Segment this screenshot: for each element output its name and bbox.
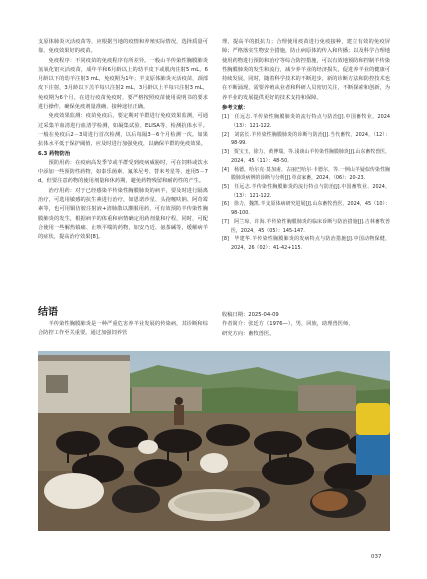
goat-herd-illustration — [38, 351, 390, 531]
conclusion-title: 结语 — [38, 307, 58, 318]
left-column — [38, 38, 208, 243]
reference-item: [6] 徐力，魏凯.羊支原体病研究进展[J].山东畜牧兽医，2024，45（10）：98-100. — [222, 201, 390, 217]
paragraph: 理，提高羊的抵抗力；合理使用疫苗进行免疫接种，建立有效的免疫屏障；严格落实生物安全措施，防止病原体的传入和传播；以及科学合理地使用药物进行预防和治疗等综合防控措施，可以有效地预防和控制羊传染性胸膜肺炎的发生和流行，减少养羊业的经济损失，促进养羊业的健康可持续发展。同时，随着科学技术的不断进步，新的诊断方法和防控技术也在不断涌现，需要养殖从业者和科研人员密切关注，不断探索和创新，为养羊业的发展提供更好的技术支持和保障。 — [222, 39, 390, 101]
paragraph: 免疫效果监测：疫苗免疫后，要定期对羊群进行免疫效果监测，可通过采集羊血清进行血清学检测，如凝集试验、ELISA等，检测抗体水平。一般在免疫后2－3周进行首次检测，以后每隔3－6个月检测一次。如果抗体水平低于保护阈值，应及时进行加强免疫，以确保羊群的免疫效果。 — [38, 113, 208, 148]
paragraph: 羊传染性胸膜肺炎是一种严重危害养羊业发展的传染病，其诊断和综合防控工作至关重要。通过加强饲养管 — [38, 321, 208, 337]
reference-item: [8] 毕建华.羊传染性胸膜肺炎的发病特点与防治措施[J].中国动物保健，2024，26（02）：41-42+115. — [222, 236, 390, 251]
reference-item: [7] 阿兰琼，许海.羊传染性胸膜肺炎的临床诊断与防治措施[J].吉林畜牧兽医，2024，45（05）：145-147. — [222, 218, 390, 234]
conclusion-body — [38, 320, 208, 339]
article-meta — [222, 311, 390, 339]
paragraph: 预防用药：在疫病高发季节或羊群受到疫病威胁时，可在饲料或饮水中添加一些预防性药物，如泰乐菌素、氟苯尼考、替米考星等，连用5－7 d。但要注意药物的使用剂量和休药期，避免药物残留和耐药性的产生。 — [38, 159, 208, 185]
reference-item: [4] 杨德，哈尔克·莫加甫，古丽巴哈尔·卡德尔，等.一例山羊疑似传染性胸膜肺炎病例的诊断与分析[J].草食家畜，2024，（06）：20-23. — [222, 166, 390, 182]
paragraph: 支原体肺炎灭活疫苗等，应根据当地的疫情和养殖实际情况，选择质量可靠、免疫效果好的疫苗。 — [38, 39, 208, 55]
reference-item: [2] 刘富长.羊传染性胸膜肺炎的诊断与防治[J].当代畜牧，2024，（12）：98-99. — [222, 131, 390, 147]
reference-item: [3] 贾宝玉，徐力，黄博瑞，等.浅谈山羊传染性胸膜肺炎[J].山东畜牧兽医，2024，45（11）：48-50. — [222, 149, 390, 164]
page-number: 037 — [371, 554, 382, 560]
received-date: 收稿日期：2025-04-09 — [222, 312, 279, 318]
goat-herd-photo — [38, 351, 390, 531]
subsection-heading: 6.3 药物防治 — [38, 150, 71, 157]
paragraph: 免疫程序：不同疫苗的免疫程序有所差异。一般山羊传染性胸膜肺炎氢氧化铝灭活疫苗，成年羊和6月龄以上的幼羊皮下或肌肉注射5 mL，6月龄以下的幼羊注射3 mL，免疫期为1年；羊支原体肺炎灭活疫苗，颈部皮下注射，3月龄以下羔羊每只注射2 mL，3月龄以上羊每只注射3 mL，免疫期为6个月。在进行疫苗免疫时，要严格按照疫苗使用说明书的要求进行操作，确保免疫剂量准确、接种途径正确。 — [38, 57, 208, 111]
paragraph: 治疗用药：对于已经感染羊传染性胸膜肺炎的病羊，要及时进行隔离治疗，可选用敏感的抗生素进行治疗，如恩诺沙星、头孢噻呋钠、阿奇霉素等，也可用铜仿胺注射液+清肺散以灌服用药，可有效预防羊传染性胸膜肺炎的发生，根据病羊的体重和病情确定用药剂量和疗程，同时，可配合使用一些解热镇痛、止咳平喘的药物，如安乃近、氨茶碱等，缓解病羊的症状，提高治疗效果[8]。 — [38, 187, 208, 241]
research-direction: 研究方向：畜牧兽医。 — [222, 330, 275, 337]
author-info: 作者简介：张廷方（1976—），男，回族，助理兽医师， — [222, 321, 354, 328]
reference-item: [1] 任远志.羊传染性胸膜肺炎的流行特点与防治[J].中国畜牧业，2024（13）：121-122. — [222, 114, 390, 130]
references-title: 参考文献： — [222, 105, 249, 112]
reference-item: [5] 任远志.羊传染性胸膜肺炎的流行特点与防治[J].中国畜牧业，2024，（13）：121-122. — [222, 184, 390, 199]
right-column — [222, 38, 390, 253]
